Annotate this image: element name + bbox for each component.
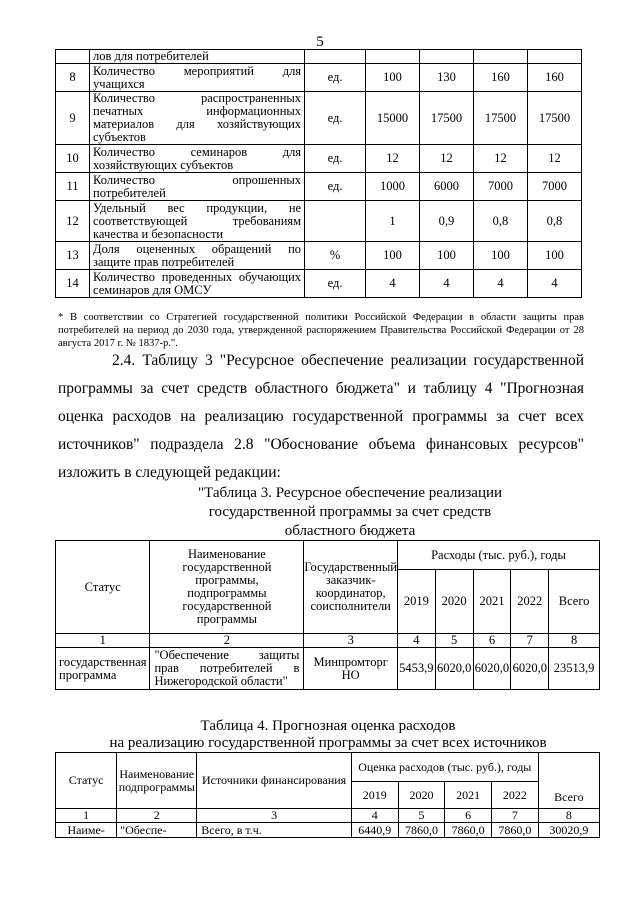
table-row [56, 92, 582, 145]
table-row [56, 64, 582, 92]
row-value: 6020,0 [473, 648, 511, 690]
column-number: 1 [56, 634, 150, 648]
header-year: 2022 [492, 782, 539, 809]
table-row [56, 242, 582, 270]
column-number: 4 [397, 634, 435, 648]
indicator-name: Количество распространенных печатных информационных материалов для хозяйствующих субъектов [90, 92, 305, 145]
value-2020: 130 [419, 64, 473, 92]
value-2021: 7000 [473, 173, 527, 201]
value-2021: 160 [473, 64, 527, 92]
header-year: 2020 [435, 570, 473, 634]
table-row [56, 201, 582, 242]
unit: ед. [305, 64, 366, 92]
value-2022: 160 [527, 64, 581, 92]
table3-title-line: "Таблица 3. Ресурсное обеспечение реализации [197, 485, 503, 501]
value-2020 [419, 50, 473, 64]
row-value: 6020,0 [435, 648, 473, 690]
row-total: 23513,9 [549, 648, 600, 690]
table3-title-line: государственной программы за счет средств [208, 504, 492, 520]
unit: ед. [305, 145, 366, 173]
table-row [56, 145, 582, 173]
header-total: Всего [549, 570, 600, 634]
indicator-name: Количество опрошенных потребителей [90, 173, 305, 201]
column-number: 6 [473, 634, 511, 648]
column-number: 1 [56, 809, 117, 823]
row-executor: Минпромторг НО [304, 648, 398, 690]
column-number: 6 [445, 809, 492, 823]
row-number: 10 [56, 145, 90, 173]
column-number: 5 [435, 634, 473, 648]
table-row [56, 270, 582, 298]
header-year: 2021 [473, 570, 511, 634]
value-2022: 7000 [527, 173, 581, 201]
value-2020: 100 [419, 242, 473, 270]
header-year: 2022 [511, 570, 549, 634]
indicator-name: Количество семинаров для хозяйствующих субъектов [90, 145, 305, 173]
unit: ед. [305, 173, 366, 201]
value-2020: 4 [419, 270, 473, 298]
header-status: Статус [56, 541, 150, 634]
value-2019: 12 [365, 145, 419, 173]
value-2019: 4 [365, 270, 419, 298]
value-2020: 6000 [419, 173, 473, 201]
indicator-name: Удельный вес продукции, не соответствующей требованиям качества и безопасности [90, 201, 305, 242]
row-value: 7860,0 [445, 823, 492, 838]
row-number: 13 [56, 242, 90, 270]
column-number: 3 [197, 809, 352, 823]
forecast-table [55, 752, 600, 838]
value-2019: 100 [365, 64, 419, 92]
value-2022: 17500 [527, 92, 581, 145]
table-row [56, 50, 582, 64]
header-year: 2021 [445, 782, 492, 809]
value-2021: 17500 [473, 92, 527, 145]
header-program-name: Наименование государственной программы, подпрограммы государственной программы [150, 541, 304, 634]
row-number [56, 50, 90, 64]
value-2020: 17500 [419, 92, 473, 145]
value-2021: 4 [473, 270, 527, 298]
column-number: 2 [150, 634, 304, 648]
unit: ед. [305, 270, 366, 298]
row-value: 7860,0 [492, 823, 539, 838]
table-row [56, 173, 582, 201]
header-total: Всего [538, 753, 599, 809]
header-estimate: Оценка расходов (тыс. руб.), годы [351, 753, 538, 782]
header-status: Статус [56, 753, 117, 809]
row-value: 6020,0 [511, 648, 549, 690]
table4-title-line: Таблица 4. Прогнозная оценка расходов [200, 718, 456, 734]
column-number: 4 [351, 809, 398, 823]
page-number: 5 [316, 34, 324, 50]
column-number: 8 [549, 634, 600, 648]
value-2019 [365, 50, 419, 64]
header-expenses: Расходы (тыс. руб.), годы [397, 541, 599, 570]
header-subprogram-name: Наименование подпрограммы [117, 753, 197, 809]
value-2022: 100 [527, 242, 581, 270]
value-2021: 0,8 [473, 201, 527, 242]
value-2019: 100 [365, 242, 419, 270]
row-number: 9 [56, 92, 90, 145]
header-year: 2020 [398, 782, 445, 809]
row-subprogram-name: "Обеспе- [117, 823, 197, 838]
value-2022 [527, 50, 581, 64]
indicators-table [55, 49, 582, 298]
column-number: 2 [117, 809, 197, 823]
value-2020: 0,9 [419, 201, 473, 242]
resource-table [55, 540, 600, 690]
value-2021: 12 [473, 145, 527, 173]
column-number: 8 [538, 809, 599, 823]
unit: ед. [305, 92, 366, 145]
indicator-name: лов для потребителей [90, 50, 305, 64]
row-number: 12 [56, 201, 90, 242]
row-program-name: "Обеспечение защиты прав потребителей в Нижегородской области" [150, 648, 304, 690]
header-executor: Государственный заказчик-координатор, соисполнители [304, 541, 398, 634]
header-sources: Источники финансирования [197, 753, 352, 809]
value-2021: 100 [473, 242, 527, 270]
column-number: 3 [304, 634, 398, 648]
table3-title [120, 484, 580, 541]
row-number: 14 [56, 270, 90, 298]
value-2022: 4 [527, 270, 581, 298]
row-status: Наиме- [56, 823, 117, 838]
value-2020: 12 [419, 145, 473, 173]
row-value: 6440,9 [351, 823, 398, 838]
value-2019: 1 [365, 201, 419, 242]
value-2022: 12 [527, 145, 581, 173]
header-year: 2019 [397, 570, 435, 634]
indicator-name: Количество проведенных обучающих семинаров для ОМСУ [90, 270, 305, 298]
unit: % [305, 242, 366, 270]
row-number: 8 [56, 64, 90, 92]
column-number: 7 [492, 809, 539, 823]
row-number: 11 [56, 173, 90, 201]
indicator-name: Доля оцененных обращений по защите прав потребителей [90, 242, 305, 270]
value-2022: 0,8 [527, 201, 581, 242]
indicator-name: Количество мероприятий для учащихся [90, 64, 305, 92]
header-year: 2019 [351, 782, 398, 809]
row-total: 30020,9 [538, 823, 599, 838]
footnote: * В соответствии со Стратегией государственной политики Российской Федерации в области защиты прав потребителей на период до 2030 года, утвержденной распоряжением Правительства Российской Федерации от 28 августа 2017 г. № 1837-р.". [58, 312, 584, 349]
row-status: государственная программа [56, 648, 150, 690]
unit [305, 201, 366, 242]
value-2021 [473, 50, 527, 64]
table4-title [56, 718, 600, 752]
row-value: 7860,0 [398, 823, 445, 838]
row-value: 5453,9 [397, 648, 435, 690]
amendment-paragraph [58, 347, 584, 487]
amendment-text: 2.4. Таблицу 3 "Ресурсное обеспечение реализации государственной программы за счет средств областного бюджета" и таблицу 4 "Прогнозная оценка расходов на реализацию государственной программы за счет всех источников" подраздела 2.8 "Обоснование объема финансовых ресурсов" изложить в следующей редакции: [58, 352, 584, 481]
unit [305, 50, 366, 64]
table3-title-line: областного бюджета [284, 523, 416, 539]
table4-title-line: на реализацию государственной программы за счет всех источников [109, 735, 547, 751]
column-number: 5 [398, 809, 445, 823]
value-2019: 15000 [365, 92, 419, 145]
row-source: Всего, в т.ч. [197, 823, 352, 838]
value-2019: 1000 [365, 173, 419, 201]
column-number: 7 [511, 634, 549, 648]
